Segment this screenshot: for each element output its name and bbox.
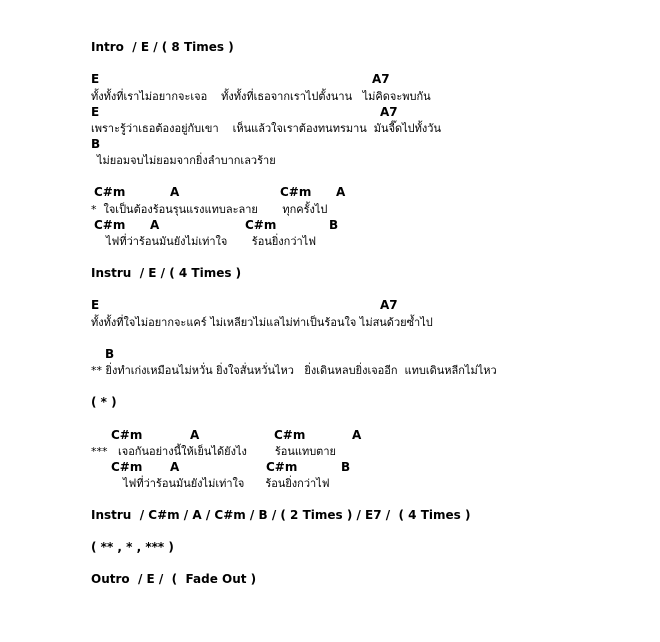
chord-or-heading-line: E (91, 298, 100, 312)
chord-or-heading-line: A (150, 218, 160, 232)
chord-or-heading-line: Intro / E / ( 8 Times ) (91, 40, 234, 54)
chord-or-heading-line: C#m (94, 218, 126, 232)
chord-or-heading-line: C#m (274, 428, 306, 442)
chord-or-heading-line: A7 (380, 105, 398, 119)
lyric-line: ** ยิ่งทำเก่งเหมือนไม่หวั่น ยิ่งใจสั่นหวั่นไหว ยิ่งเดินหลบยิ่งเจออีก แทบเดินหลีกไม่ไหว (91, 364, 497, 377)
chord-or-heading-line: ( ** , * , *** ) (91, 540, 174, 554)
chord-or-heading-line: A7 (380, 298, 398, 312)
chord-or-heading-line: E (91, 105, 100, 119)
chord-or-heading-line: A7 (372, 72, 390, 86)
lyric-line: * ใจเป็นต้องร้อนรุนแรงแทบละลาย ทุกครั้งไป (91, 203, 328, 216)
chord-or-heading-line: C#m (111, 428, 143, 442)
lyric-line: ทั้งทั้งที่ใจไม่อยากจะแคร์ ไม่เหลียวไม่แลไม่ท่าเป็นร้อนใจ ไม่สนด้วยซ้ำไป (91, 316, 433, 329)
lyric-line: *** เจอกันอย่างนี้ให้เย็นได้ยังไง ร้อนแทบตาย (91, 445, 336, 458)
chord-or-heading-line: C#m (280, 185, 312, 199)
chord-or-heading-line: ( * ) (91, 395, 117, 409)
chord-or-heading-line: Instru / E / ( 4 Times ) (91, 266, 242, 280)
chord-or-heading-line: E (91, 72, 100, 86)
lyric-line: ไม่ยอมจบไม่ยอมจากยิ่งลำบากเลวร้าย (97, 154, 276, 167)
chord-or-heading-line: C#m (94, 185, 126, 199)
chord-or-heading-line: C#m (245, 218, 277, 232)
chord-or-heading-line: B (329, 218, 339, 232)
chord-or-heading-line: C#m (111, 460, 143, 474)
chord-or-heading-line: A (170, 460, 180, 474)
chord-or-heading-line: B (105, 347, 115, 361)
lyric-line: ไฟที่ว่าร้อนมันยังไม่เท่าใจ ร้อนยิ่งกว่าไฟ (106, 235, 316, 248)
chord-or-heading-line: Outro / E / ( Fade Out ) (91, 572, 257, 586)
chord-or-heading-line: A (190, 428, 200, 442)
chord-or-heading-line: Instru / C#m / A / C#m / B / ( 2 Times ) / E7 / ( 4 Times ) (91, 508, 471, 522)
lyric-line: ทั้งทั้งที่เราไม่อยากจะเจอ ทั้งทั้งที่เธอจากเราไปตั้งนาน ไม่คิดจะพบกัน (91, 90, 431, 103)
chord-or-heading-line: B (91, 137, 101, 151)
lyric-line: เพราะรู้ว่าเธอต้องอยู่กับเขา เห็นแล้วใจเราต้องทนทรมาน มันจี๊ดไปทั้งวัน (91, 122, 441, 135)
chord-or-heading-line: C#m (266, 460, 298, 474)
chord-or-heading-line: A (336, 185, 346, 199)
chord-or-heading-line: B (341, 460, 351, 474)
chord-or-heading-line: A (170, 185, 180, 199)
lyric-line: ไฟที่ว่าร้อนมันยังไม่เท่าใจ ร้อนยิ่งกว่าไฟ (123, 477, 330, 490)
chord-or-heading-line: A (352, 428, 362, 442)
